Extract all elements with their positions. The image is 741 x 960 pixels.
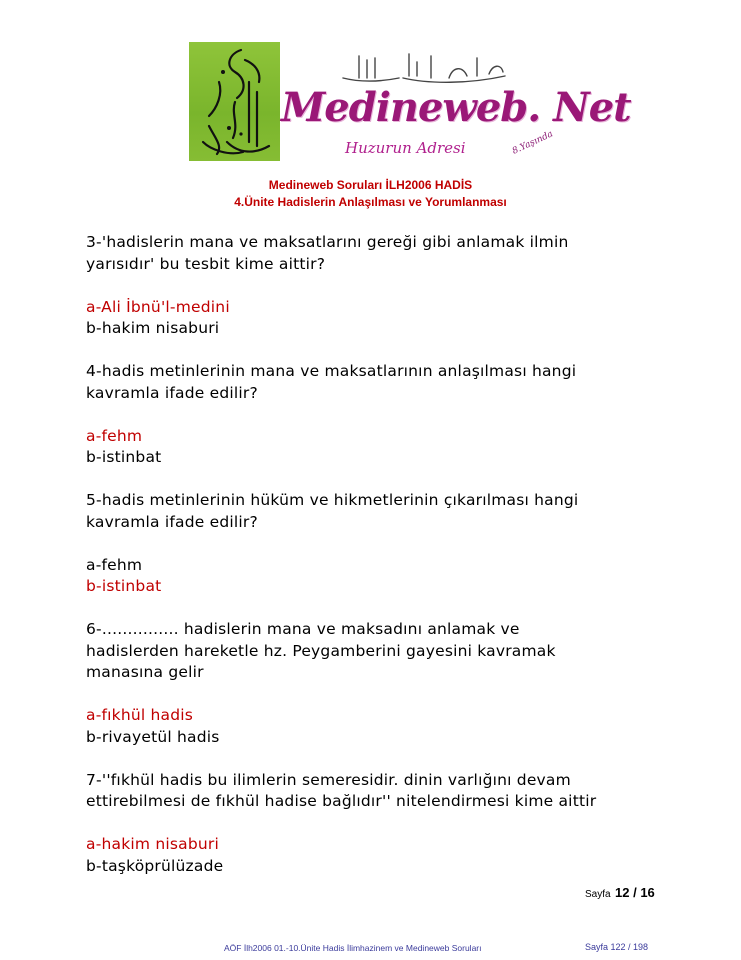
question-line: 6-............... hadislerin mana ve maksadını anlamak ve xyxy=(86,620,520,638)
calligraphy-emblem-icon xyxy=(189,42,280,161)
question-line: 5-hadis metinlerinin hüküm ve hikmetlerinin çıkarılması hangi xyxy=(86,491,579,509)
page-number xyxy=(585,884,655,902)
answer-option: b-rivayetül hadis xyxy=(86,727,220,746)
answer-option: b-taşköprülüzade xyxy=(86,856,224,875)
question-line: hadislerden hareketle hz. Peygamberini gayesini kavramak xyxy=(86,641,556,660)
page-number-value: 12 / 16 xyxy=(615,885,655,900)
answer-option-correct: b-istinbat xyxy=(86,577,162,595)
question-7 xyxy=(86,770,646,813)
answers-3 xyxy=(86,297,646,340)
answer-option-correct: a-fehm xyxy=(86,426,143,445)
footer-page: Sayfa 122 / 198 xyxy=(585,942,649,952)
answer-option: b-hakim nisaburi xyxy=(86,319,220,337)
document-title: Medineweb Soruları İLH2006 HADİS xyxy=(268,178,473,192)
calligraphy-emblem xyxy=(189,42,280,161)
question-list xyxy=(86,232,646,899)
question-line: kavramla ifade edilir? xyxy=(86,512,258,531)
question-6 xyxy=(86,619,646,684)
question-line: 7-''fıkhül hadis bu ilimlerin semeresidir. dinin varlığını devam xyxy=(86,770,571,789)
question-3 xyxy=(86,232,646,275)
question-line: 3-'hadislerin mana ve maksatlarını gereği gibi anlamak ilmin xyxy=(86,233,569,251)
answers-4 xyxy=(86,426,646,469)
question-line: 4-hadis metinlerinin mana ve maksatlarının anlaşılması hangi xyxy=(86,362,577,380)
answers-7 xyxy=(86,834,646,877)
brand-name: Medineweb. Net xyxy=(281,84,631,131)
answer-option-correct: a-hakim nisaburi xyxy=(86,835,219,853)
answers-5 xyxy=(86,555,646,598)
answer-option-correct: a-Ali İbnü'l-medini xyxy=(86,297,230,316)
question-4 xyxy=(86,361,646,404)
answer-option: a-fehm xyxy=(86,555,143,574)
medineweb-logo xyxy=(189,42,631,162)
footer-source: AÖF İlh2006 01.-10.Ünite Hadis İlimhazinem ve Medineweb Soruları xyxy=(224,943,482,953)
brand-age-badge: 8.Yaşında xyxy=(510,129,555,157)
answer-option: b-istinbat xyxy=(86,448,162,466)
unit-title: 4.Ünite Hadislerin Anlaşılması ve Yorumlanması xyxy=(234,195,507,209)
question-line: yarısıdır' bu tesbit kime aittir? xyxy=(86,254,326,273)
answer-option-correct: a-fıkhül hadis xyxy=(86,706,194,724)
answers-6 xyxy=(86,705,646,748)
question-line: kavramla ifade edilir? xyxy=(86,383,258,402)
question-line: manasına gelir xyxy=(86,663,204,681)
brand-tagline: Huzurun Adresi xyxy=(345,139,466,157)
question-line: ettirebilmesi de fıkhül hadise bağlıdır'' nitelendirmesi kime aittir xyxy=(86,792,597,810)
page-number-label: Sayfa xyxy=(585,889,611,900)
question-5 xyxy=(86,490,646,533)
basmala-calligraphy-icon xyxy=(339,48,509,88)
